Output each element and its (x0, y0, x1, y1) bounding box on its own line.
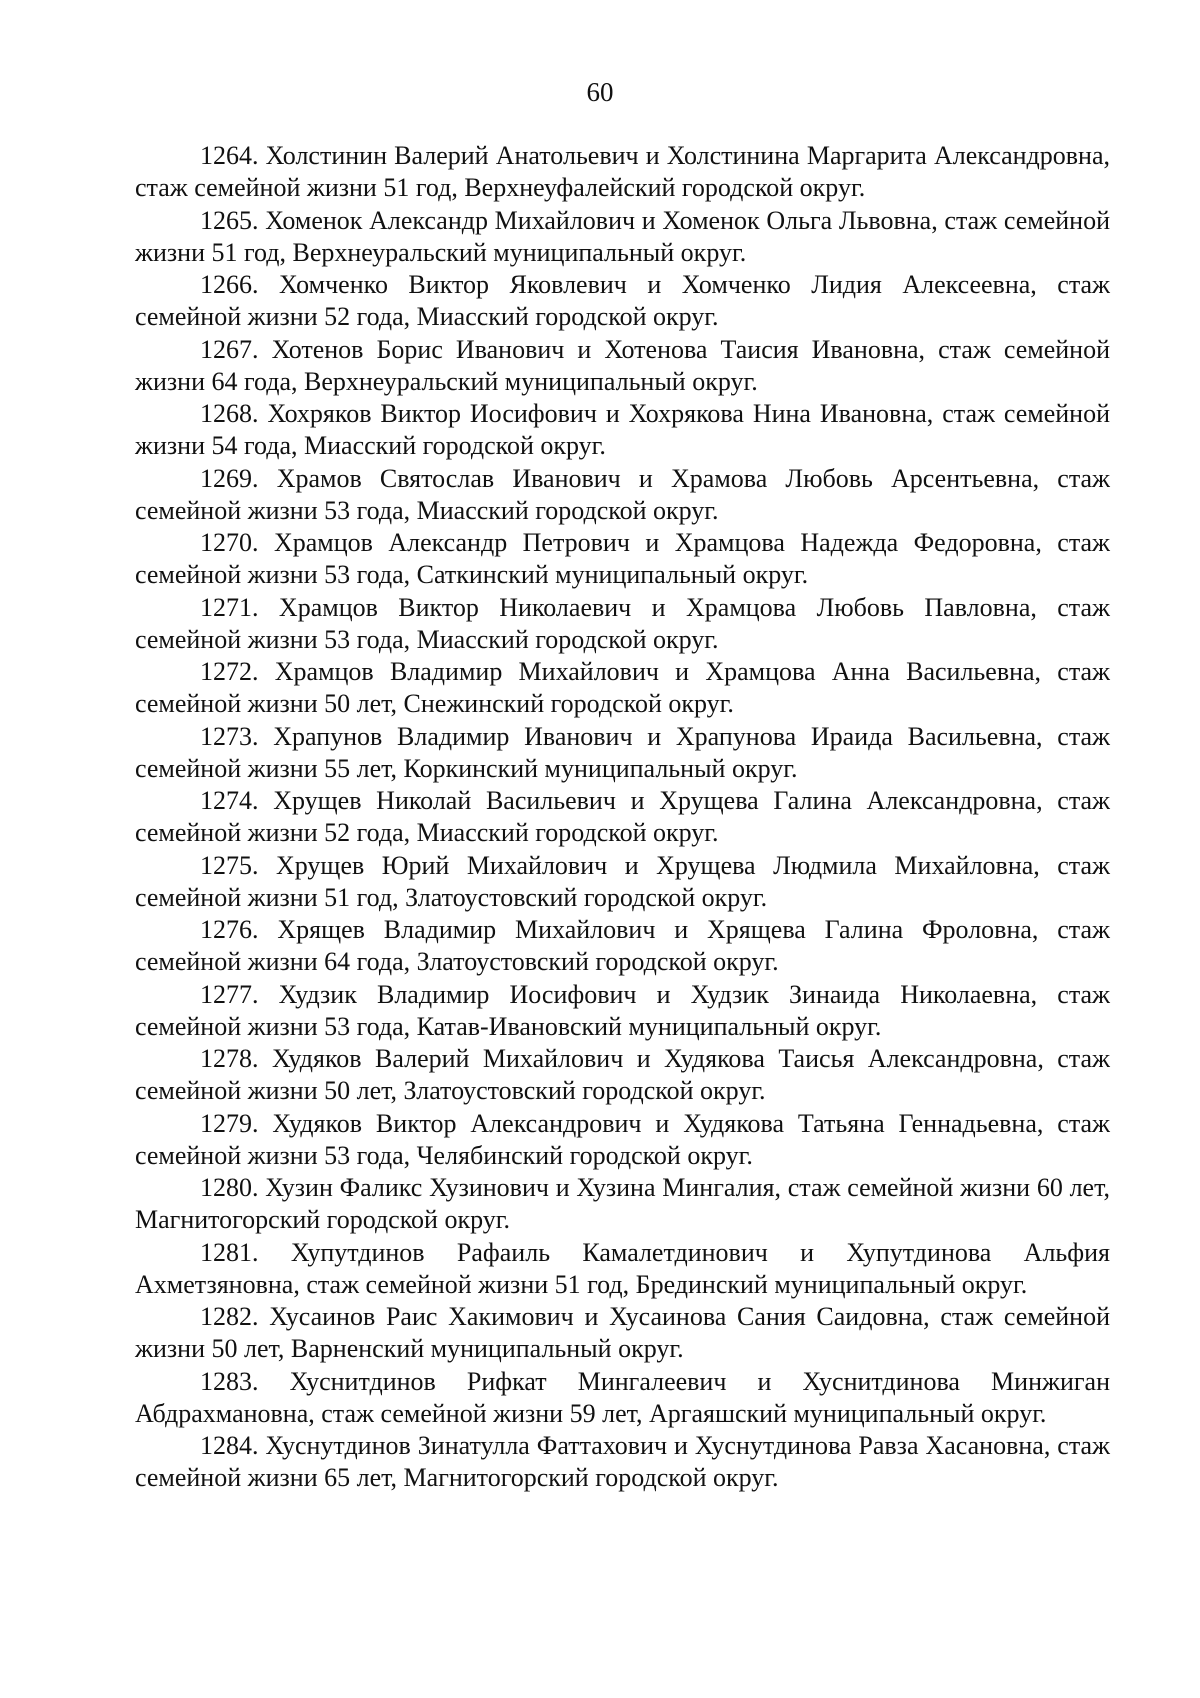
entry-text: Худяков Валерий Михайлович и Худякова Таисья Александровна, стаж семейной жизни 50 лет, Златоустовский городской округ. (135, 1044, 1110, 1105)
entry-number: 1274. (200, 786, 259, 815)
list-item (135, 398, 1110, 462)
page-number: 60 (586, 77, 614, 107)
entry-number: 1277. (200, 979, 259, 1009)
entry-text: Храмцов Александр Петрович и Храмцова Надежда Федоровна, стаж семейной жизни 53 года, Саткинский муниципальный округ. (135, 528, 1111, 589)
entry-text: Худяков Виктор Александрович и Худякова Татьяна Геннадьевна, стаж семейной жизни 53 года, Челябинский городской округ. (135, 1108, 1110, 1170)
entry-text: Храмов Святослав Иванович и Храмова Любовь Арсентьевна, стаж семейной жизни 53 года, Миасский городской округ. (135, 463, 1111, 525)
list-item (135, 850, 1110, 914)
entry-text: Хоменок Александр Михайлович и Хоменок Ольга Львовна, стаж семейной жизни 51 год, Верхнеуральский муниципальный округ. (135, 205, 1111, 267)
entry-number: 1279. (200, 1108, 259, 1138)
list-item (135, 269, 1110, 333)
entry-text: Хотенов Борис Иванович и Хотенова Таисия Ивановна, стаж семейной жизни 64 года, Верхнеуральский муниципальный округ. (135, 334, 1111, 396)
list-item (135, 1043, 1110, 1107)
entry-list (135, 140, 1110, 1495)
entry-text: Храмцов Владимир Михайлович и Храмцова Анна Васильевна, стаж семейной жизни 50 лет, Снежинский городской округ. (135, 657, 1111, 718)
list-item (135, 1172, 1110, 1236)
list-item (135, 656, 1110, 720)
entry-text: Худзик Владимир Иосифович и Худзик Зинаида Николаевна, стаж семейной жизни 53 года, Катав-Ивановский муниципальный округ. (135, 979, 1111, 1041)
entry-text: Хуснутдинов Зинатулла Фаттахович и Хуснутдинова Равза Хасановна, стаж семейной жизни 65 лет, Магнитогорский городской округ. (135, 1431, 1111, 1492)
entry-number: 1278. (200, 1044, 259, 1073)
list-item (135, 592, 1110, 656)
entry-number: 1284. (200, 1431, 259, 1460)
entry-text: Хусаинов Раис Хакимович и Хусаинова Сания Саидовна, стаж семейной жизни 50 лет, Варненский муниципальный округ. (135, 1302, 1110, 1363)
list-item (135, 1430, 1110, 1494)
entry-number: 1272. (200, 657, 259, 686)
entry-number: 1268. (200, 399, 259, 428)
entry-text: Хузин Фаликс Хузинович и Хузина Мингалия, стаж семейной жизни 60 лет, Магнитогорский городской округ. (135, 1173, 1111, 1234)
list-item (135, 1108, 1110, 1172)
list-item (135, 914, 1110, 978)
list-item (135, 527, 1110, 591)
entry-number: 1270. (200, 528, 259, 557)
list-item (135, 1237, 1110, 1301)
list-item (135, 785, 1110, 849)
entry-number: 1281. (200, 1237, 259, 1267)
entry-text: Хохряков Виктор Иосифович и Хохрякова Нина Ивановна, стаж семейной жизни 54 года, Миасский городской округ. (135, 399, 1111, 460)
list-item (135, 721, 1110, 785)
entry-text: Холстинин Валерий Анатольевич и Холстинина Маргарита Александровна, стаж семейной жизни 51 год, Верхнеуфалейский городской округ. (135, 141, 1111, 202)
entry-number: 1273. (200, 721, 259, 751)
entry-number: 1267. (200, 334, 259, 364)
list-item (135, 463, 1110, 527)
entry-text: Хупутдинов Рафаиль Камалетдинович и Хупутдинова Альфия Ахметзяновна, стаж семейной жизни 51 год, Брединский муниципальный округ. (135, 1237, 1110, 1299)
entry-number: 1276. (200, 915, 259, 944)
list-item (135, 1301, 1110, 1365)
entry-text: Храпунов Владимир Иванович и Храпунова Ираида Васильевна, стаж семейной жизни 55 лет, Коркинский муниципальный округ. (135, 721, 1111, 783)
entry-number: 1275. (200, 850, 259, 880)
entry-text: Хуснитдинов Рифкат Мингалеевич и Хуснитдинова Минжиган Абдрахмановна, стаж семейной жизни 59 лет, Аргаяшский муниципальный округ. (135, 1366, 1110, 1428)
list-item (135, 205, 1110, 269)
entry-number: 1265. (200, 205, 259, 235)
entry-number: 1269. (200, 463, 259, 493)
list-item (135, 979, 1110, 1043)
entry-text: Хрящев Владимир Михайлович и Хрящева Галина Фроловна, стаж семейной жизни 64 года, Златоустовский городской округ. (135, 915, 1110, 976)
entry-text: Храмцов Виктор Николаевич и Храмцова Любовь Павловна, стаж семейной жизни 53 года, Миасский городской округ. (135, 592, 1110, 654)
list-item (135, 334, 1110, 398)
entry-number: 1282. (200, 1302, 259, 1331)
list-item (135, 140, 1110, 204)
entry-text: Хомченко Виктор Яковлевич и Хомченко Лидия Алексеевна, стаж семейной жизни 52 года, Миасский городской округ. (135, 270, 1110, 331)
entry-text: Хрущев Николай Васильевич и Хрущева Галина Александровна, стаж семейной жизни 52 года, Миасский городской округ. (135, 786, 1111, 847)
entry-number: 1283. (200, 1366, 259, 1396)
entry-number: 1264. (200, 141, 259, 170)
entry-number: 1271. (200, 592, 259, 622)
list-item (135, 1366, 1110, 1430)
entry-text: Хрущев Юрий Михайлович и Хрущева Людмила Михайловна, стаж семейной жизни 51 год, Златоустовский городской округ. (135, 850, 1110, 912)
entry-number: 1280. (200, 1173, 259, 1202)
entry-number: 1266. (200, 270, 259, 299)
